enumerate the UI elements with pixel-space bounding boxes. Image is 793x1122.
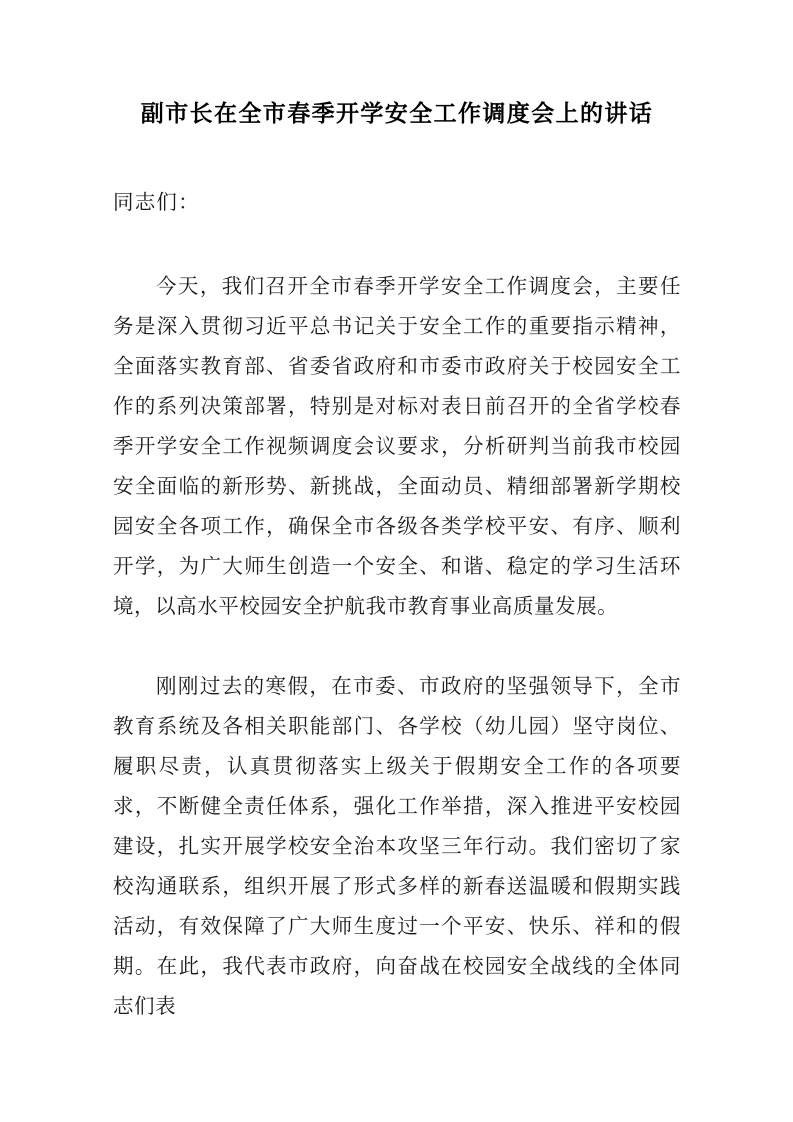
body-paragraph-1: 今天，我们召开全市春季开学安全工作调度会，主要任务是深入贯彻习近平总书记关于安全工作的重要指示精神，全面落实教育部、省委省政府和市委市政府关于校园安全工作的系列决策部署，特别是对标对表日前召开的全省学校春季开学安全工作视频调度会议要求，分析研判当前我市校园安全面临的新形势、新挑战，全面动员、精细部署新学期校园安全各项工作，确保全市各级各类学校平安、有序、顺利开学，为广大师生创造一个安全、和谐、稳定的学习生活环境，以高水平校园安全护航我市教育事业高质量发展。 xyxy=(113,274,681,618)
salutation-line: 同志们： xyxy=(113,190,200,214)
body-paragraph-2: 刚刚过去的寒假，在市委、市政府的坚强领导下，全市教育系统及各相关职能部门、各学校（幼儿园）坚守岗位、履职尽责，认真贯彻落实上级关于假期安全工作的各项要求，不断健全责任体系，强化工作举措，深入推进平安校园建设，扎实开展学校安全治本攻坚三年行动。我们密切了家校沟通联系，组织开展了形式多样的新春送温暖和假期实践活动，有效保障了广大师生度过一个平安、快乐、祥和的假期。在此，我代表市政府，向奋战在校园安全战线的全体同志们表 xyxy=(113,674,681,1018)
page-title: 副市长在全市春季开学安全工作调度会上的讲话 xyxy=(140,100,654,127)
